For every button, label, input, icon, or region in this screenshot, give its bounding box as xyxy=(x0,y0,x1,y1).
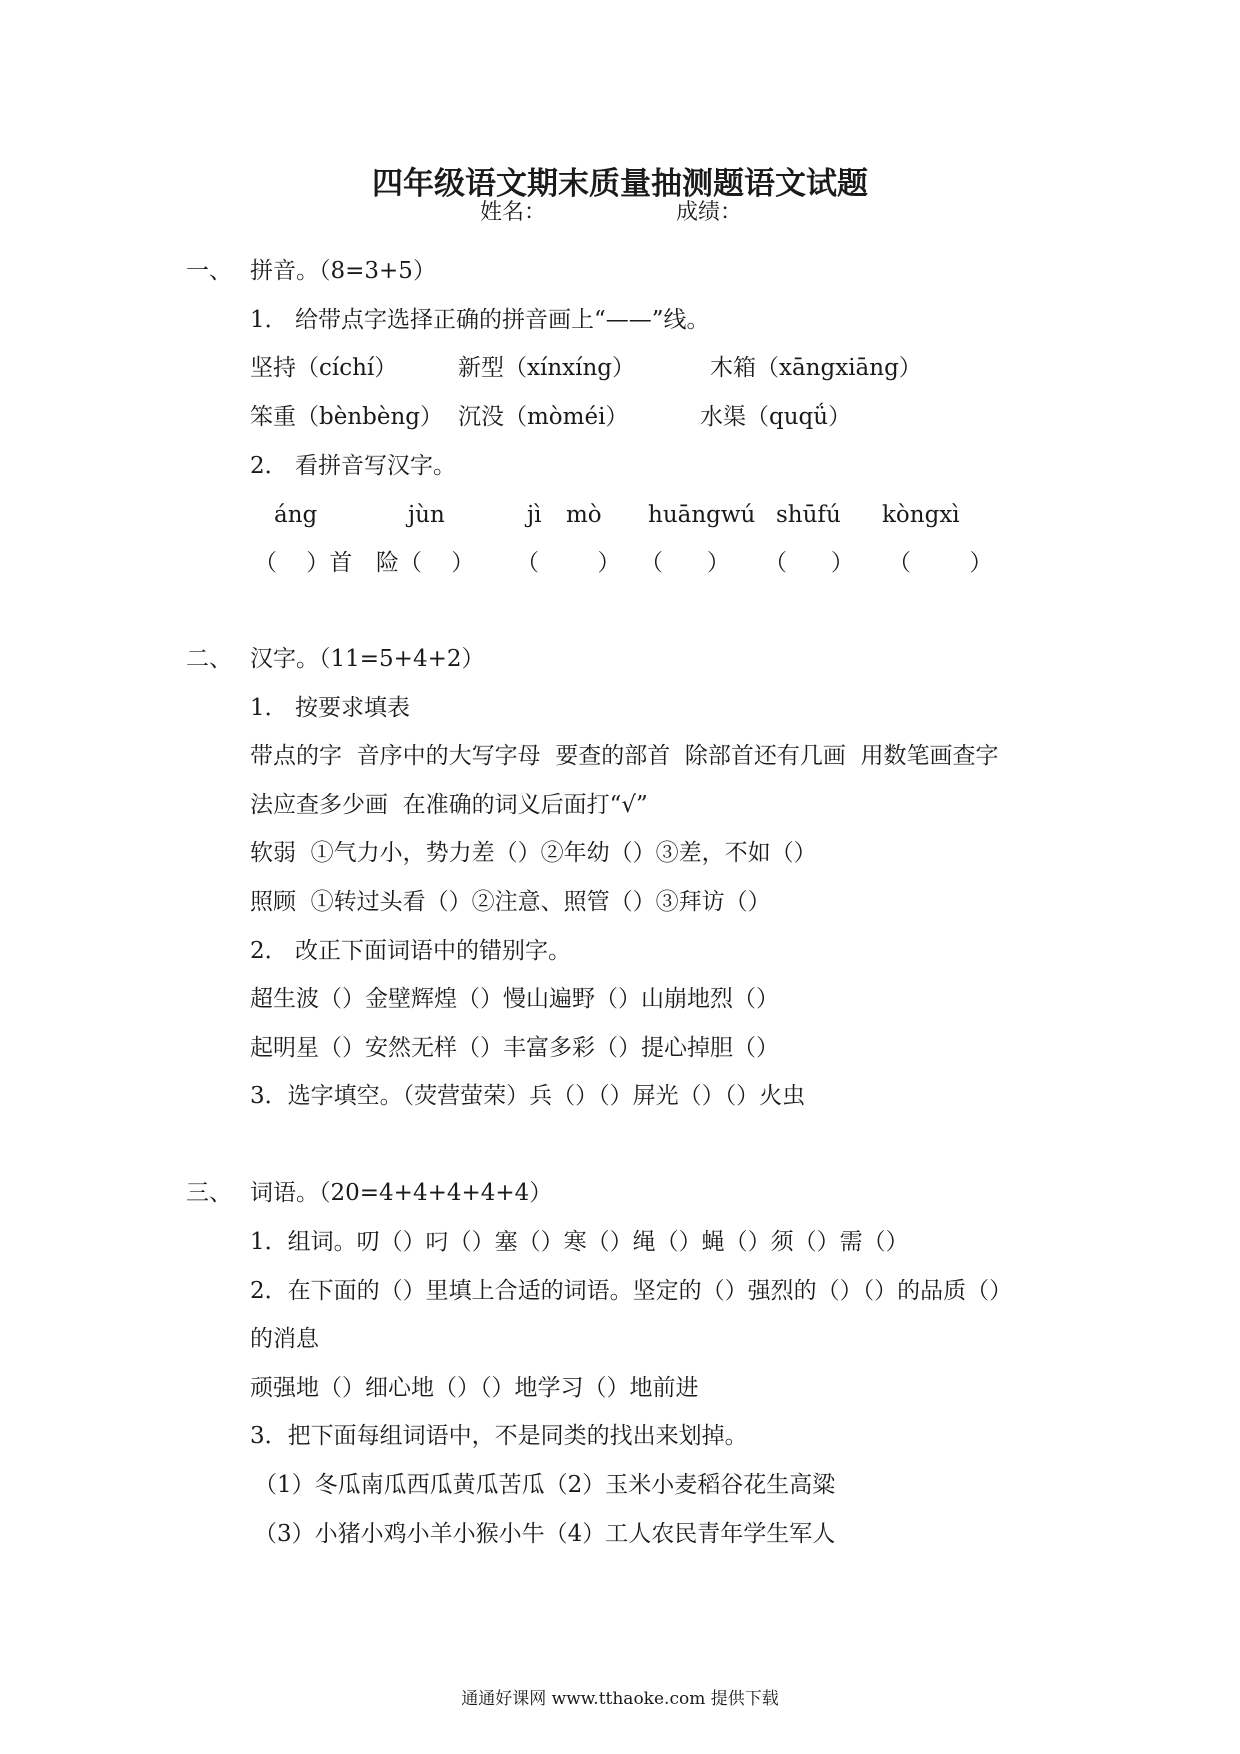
s1-q1-text: 1． 给带点字选择正确的拼音画上“——”线。 xyxy=(250,307,710,333)
page-title: 四年级语文期末质量抽测题语文试题 xyxy=(372,166,868,202)
pinyin-item: huāngwú xyxy=(648,502,756,528)
s1-q1-item: 水渠（quqǘ） xyxy=(700,404,852,430)
pinyin-item: jùn xyxy=(408,502,445,528)
s1-q2-text: 2． 看拼音写汉字。 xyxy=(250,453,456,479)
section-3-number: 三、 xyxy=(186,1180,232,1206)
s2-table-line: 法应查多少画 在准确的词义后面打“√” xyxy=(250,792,648,818)
s2-q3-text: 3．选字填空。（荧营萤荣）兵（）（）屏光（）（）火虫 xyxy=(250,1083,806,1109)
section-1-number: 一、 xyxy=(186,258,232,284)
s3-group-line: （3）小猪小鸡小羊小猴小牛（4）工人农民青年学生军人 xyxy=(254,1521,836,1547)
s1-q1-item: 新型（xínxíng） xyxy=(458,355,636,381)
answer-blank: （ ）首 xyxy=(254,550,353,576)
footer-note: 通通好课网 www.tthaoke.com 提供下载 xyxy=(461,1689,779,1709)
answer-blank: （ ） xyxy=(764,550,854,576)
pinyin-item: kòngxì xyxy=(882,502,960,528)
s2-q2-text: 2． 改正下面词语中的错别字。 xyxy=(250,938,571,964)
pinyin-item: jì xyxy=(527,502,542,528)
answer-blank: 险（ ） xyxy=(376,550,475,576)
s2-wrong-line: 超生波（）金壁辉煌（）慢山遍野（）山崩地烈（） xyxy=(250,986,779,1012)
score-label: 成绩： xyxy=(676,200,743,225)
s1-q1-item: 笨重（bènbèng） xyxy=(250,404,444,430)
s2-table-line: 带点的字 音序中的大写字母 要查的部首 除部首还有几画 用数笔画查字 xyxy=(250,743,999,769)
s3-q1-text: 1．组词。叨（）叼（）塞（）寒（）绳（）蝇（）须（）需（） xyxy=(250,1229,909,1255)
pinyin-item: mò xyxy=(566,502,602,528)
s3-q2-line: 的消息 xyxy=(250,1326,319,1352)
s1-q1-item: 沉没（mòméi） xyxy=(458,404,629,430)
s2-meaning-line: 照顾 ①转过头看（）②注意、照管（）③拜访（） xyxy=(250,889,771,915)
s1-q1-item: 坚持（cíchí） xyxy=(250,355,398,381)
s2-wrong-line: 起明星（）安然无样（）丰富多彩（）提心掉胆（） xyxy=(250,1035,779,1061)
answer-blank: （ ） xyxy=(888,550,993,576)
section-2-heading: 汉字。（11=5+4+2） xyxy=(250,646,485,672)
s3-q2-line: 2．在下面的（）里填上合适的词语。坚定的（）强烈的（）（）的品质（） xyxy=(250,1278,1013,1304)
answer-blank: （ ） xyxy=(640,550,730,576)
s3-group-line: （1）冬瓜南瓜西瓜黄瓜苦瓜（2）玉米小麦稻谷花生高粱 xyxy=(254,1472,836,1498)
s3-q3-text: 3．把下面每组词语中，不是同类的找出来划掉。 xyxy=(250,1423,748,1449)
s1-q1-item: 木箱（xāngxiāng） xyxy=(710,355,922,381)
s2-q1-text: 1． 按要求填表 xyxy=(250,695,410,721)
s2-meaning-line: 软弱 ①气力小，势力差（）②年幼（）③差，不如（） xyxy=(250,840,817,866)
section-2-number: 二、 xyxy=(186,646,232,672)
pinyin-item: áng xyxy=(274,502,318,528)
pinyin-item: shūfú xyxy=(776,502,841,528)
s3-q2-line: 顽强地（）细心地（）（）地学习（）地前进 xyxy=(250,1375,699,1401)
name-label: 姓名： xyxy=(480,200,547,225)
section-3-heading: 词语。（20=4+4+4+4+4） xyxy=(250,1180,553,1206)
section-1-heading: 拼音。（8=3+5） xyxy=(250,258,436,284)
answer-blank: （ ） xyxy=(516,550,621,576)
